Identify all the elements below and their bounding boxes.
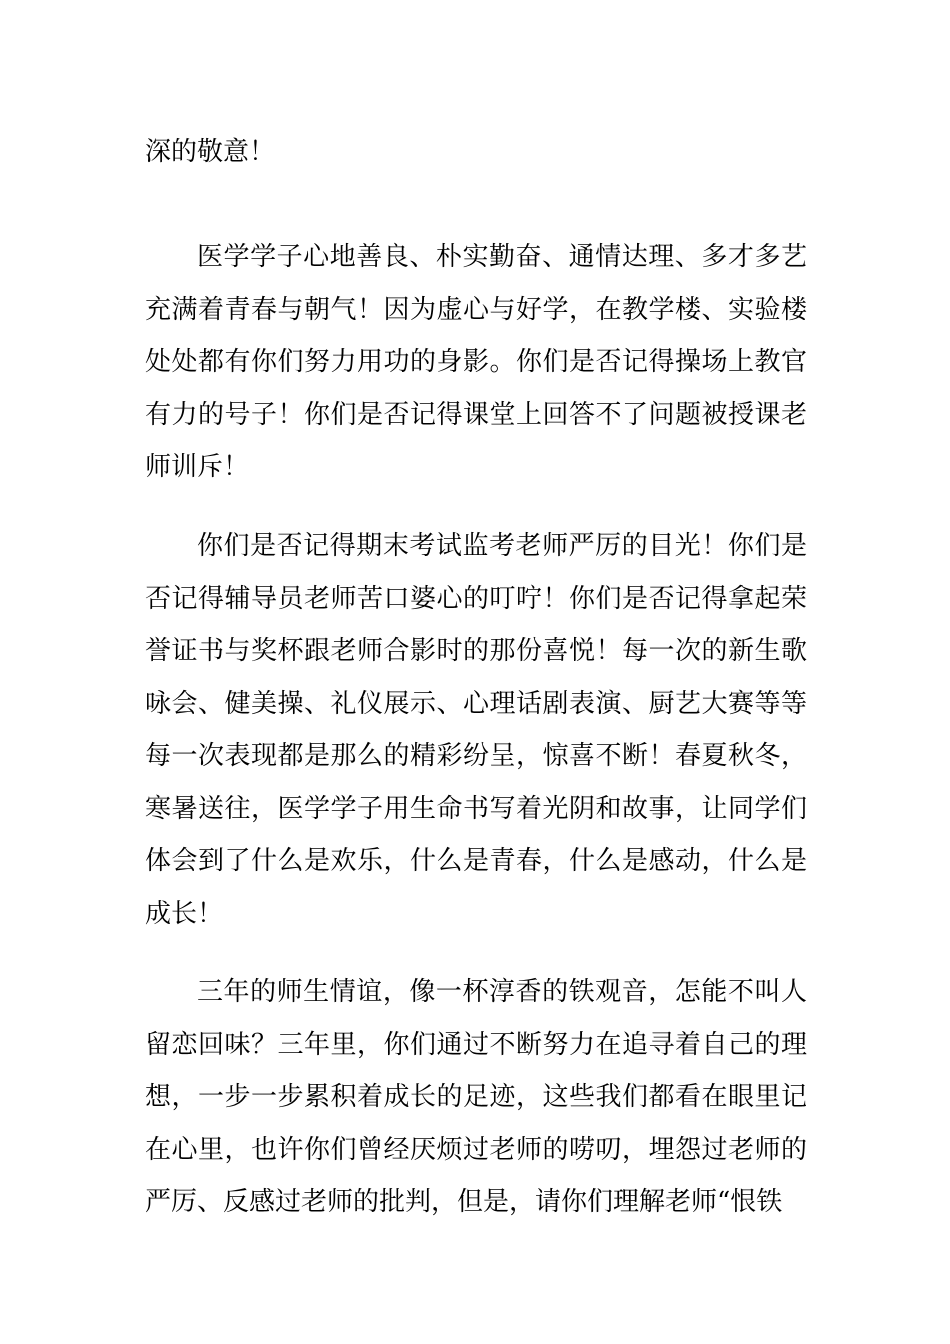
paragraph-text: 深的敬意！ xyxy=(145,137,276,167)
paragraph-text: 你们是否记得期末考试监考老师严厉的目光！你们是否记得辅导员老师苦口婆心的叮咛！你们是否记得拿起荣誉证书与奖杯跟老师合影时的那份喜悦！每一次的新生歌咏会、健美操、礼仪展示、心理话剧表演、厨艺大赛等等每一次表现都是那么的精彩纷呈，惊喜不断！春夏秋冬，寒暑送往，医学学子用生命书写着光阴和故事，让同学们体会到了什么是欢乐，什么是青春，什么是感动，什么是成长！ xyxy=(145,531,807,929)
paragraph-text: 医学学子心地善良、朴实勤奋、通情达理、多才多艺充满着青春与朝气！因为虚心与好学，在教学楼、实验楼处处都有你们努力用功的身影。你们是否记得操场上教官有力的号子！你们是否记得课堂上回答不了问题被授课老师训斥！ xyxy=(145,242,807,482)
paragraph xyxy=(145,520,807,940)
paragraph-text: 三年的师生情谊，像一杯淳香的铁观音，怎能不叫人留恋回味？三年里，你们通过不断努力在追寻着自己的理想，一步一步累积着成长的足迹，这些我们都看在眼里记在心里，也许你们曾经厌烦过老师的唠叨，埋怨过老师的严厉、反感过老师的批判，但是，请你们理解老师“恨铁 xyxy=(145,977,807,1217)
paragraph xyxy=(145,966,807,1229)
paragraph xyxy=(145,231,807,494)
paragraph-continuation xyxy=(145,126,807,179)
